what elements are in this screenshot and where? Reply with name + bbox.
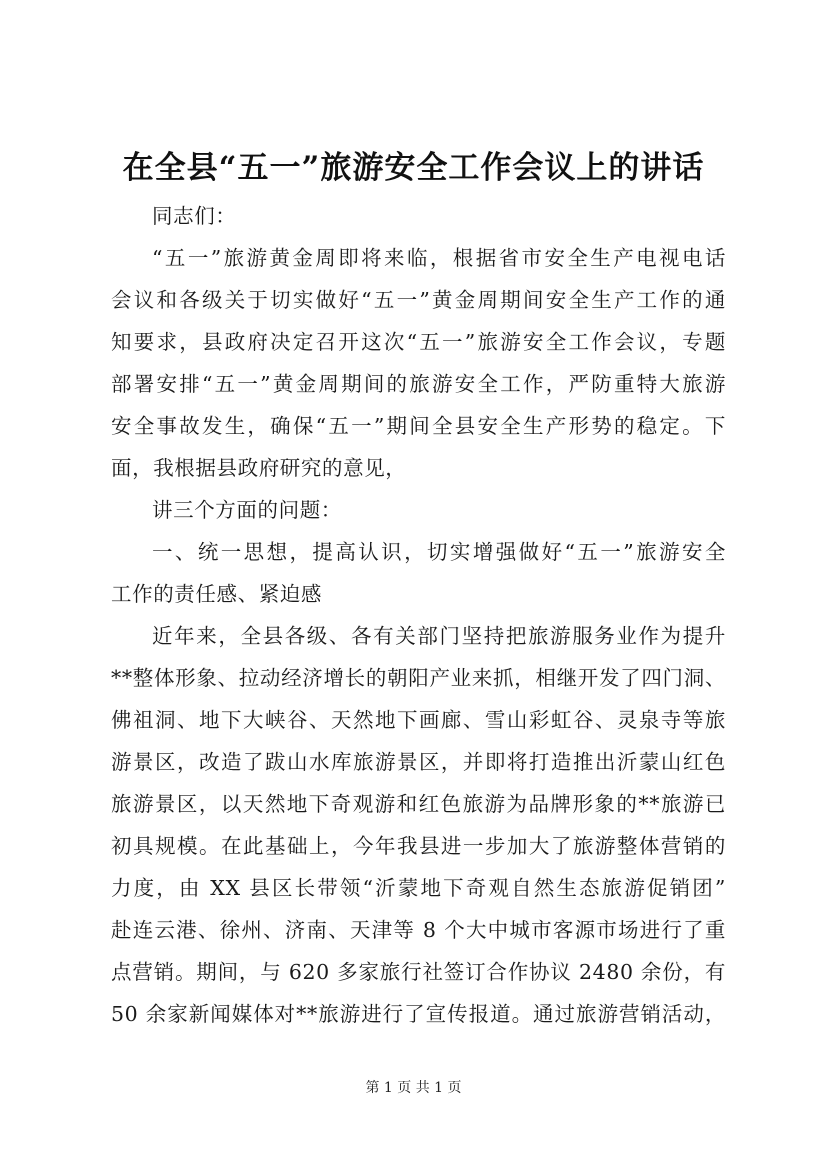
text-line: 点营销。期间，与 620 多家旅行社签订合作协议 2480 余份，有	[111, 960, 726, 984]
text-line: 一、统一思想，提高认识，切实增强做好“五一”旅游安全	[152, 540, 726, 564]
text-line: 旅游景区，以天然地下奇观游和红色旅游为品牌形象的**旅游已	[111, 792, 726, 816]
text-line: 力度，由 XX 县区长带领“沂蒙地下奇观自然生态旅游促销团”	[111, 876, 726, 900]
document-title: 在全县“五一”旅游安全工作会议上的讲话	[122, 150, 705, 186]
text-line: 会议和各级关于切实做好“五一”黄金周期间安全生产工作的通	[111, 288, 726, 312]
text-line: 工作的责任感、紧迫感	[111, 582, 322, 606]
text-line: 赴连云港、徐州、济南、天津等 8 个大中城市客源市场进行了重	[111, 918, 726, 942]
text-line: 佛祖洞、地下大峡谷、天然地下画廊、雪山彩虹谷、灵泉寺等旅	[111, 708, 726, 732]
text-line: 游景区，改造了跋山水库旅游景区，并即将打造推出沂蒙山红色	[111, 750, 726, 774]
text-line: 50 余家新闻媒体对**旅游进行了宣传报道。通过旅游营销活动，	[111, 1002, 726, 1026]
text-line: 初具规模。在此基础上，今年我县进一步加大了旅游整体营销的	[111, 834, 726, 858]
text-line: 同志们：	[152, 204, 237, 228]
page-footer: 第 1 页 共 1 页	[365, 1080, 462, 1096]
document-body	[111, 195, 726, 1035]
text-line: “五一”旅游黄金周即将来临，根据省市安全生产电视电话	[152, 246, 726, 270]
text-line: 讲三个方面的问题：	[152, 498, 342, 522]
text-line: 知要求，县政府决定召开这次“五一”旅游安全工作会议，专题	[111, 330, 726, 354]
text-line: 部署安排“五一”黄金周期间的旅游安全工作，严防重特大旅游	[111, 372, 726, 396]
text-line: 安全事故发生，确保“五一”期间全县安全生产形势的稳定。下	[111, 414, 726, 438]
text-line: 近年来，全县各级、各有关部门坚持把旅游服务业作为提升	[152, 624, 726, 648]
text-line: 面，我根据县政府研究的意见，	[111, 456, 407, 480]
text-line: **整体形象、拉动经济增长的朝阳产业来抓，相继开发了四门洞、	[111, 666, 726, 690]
